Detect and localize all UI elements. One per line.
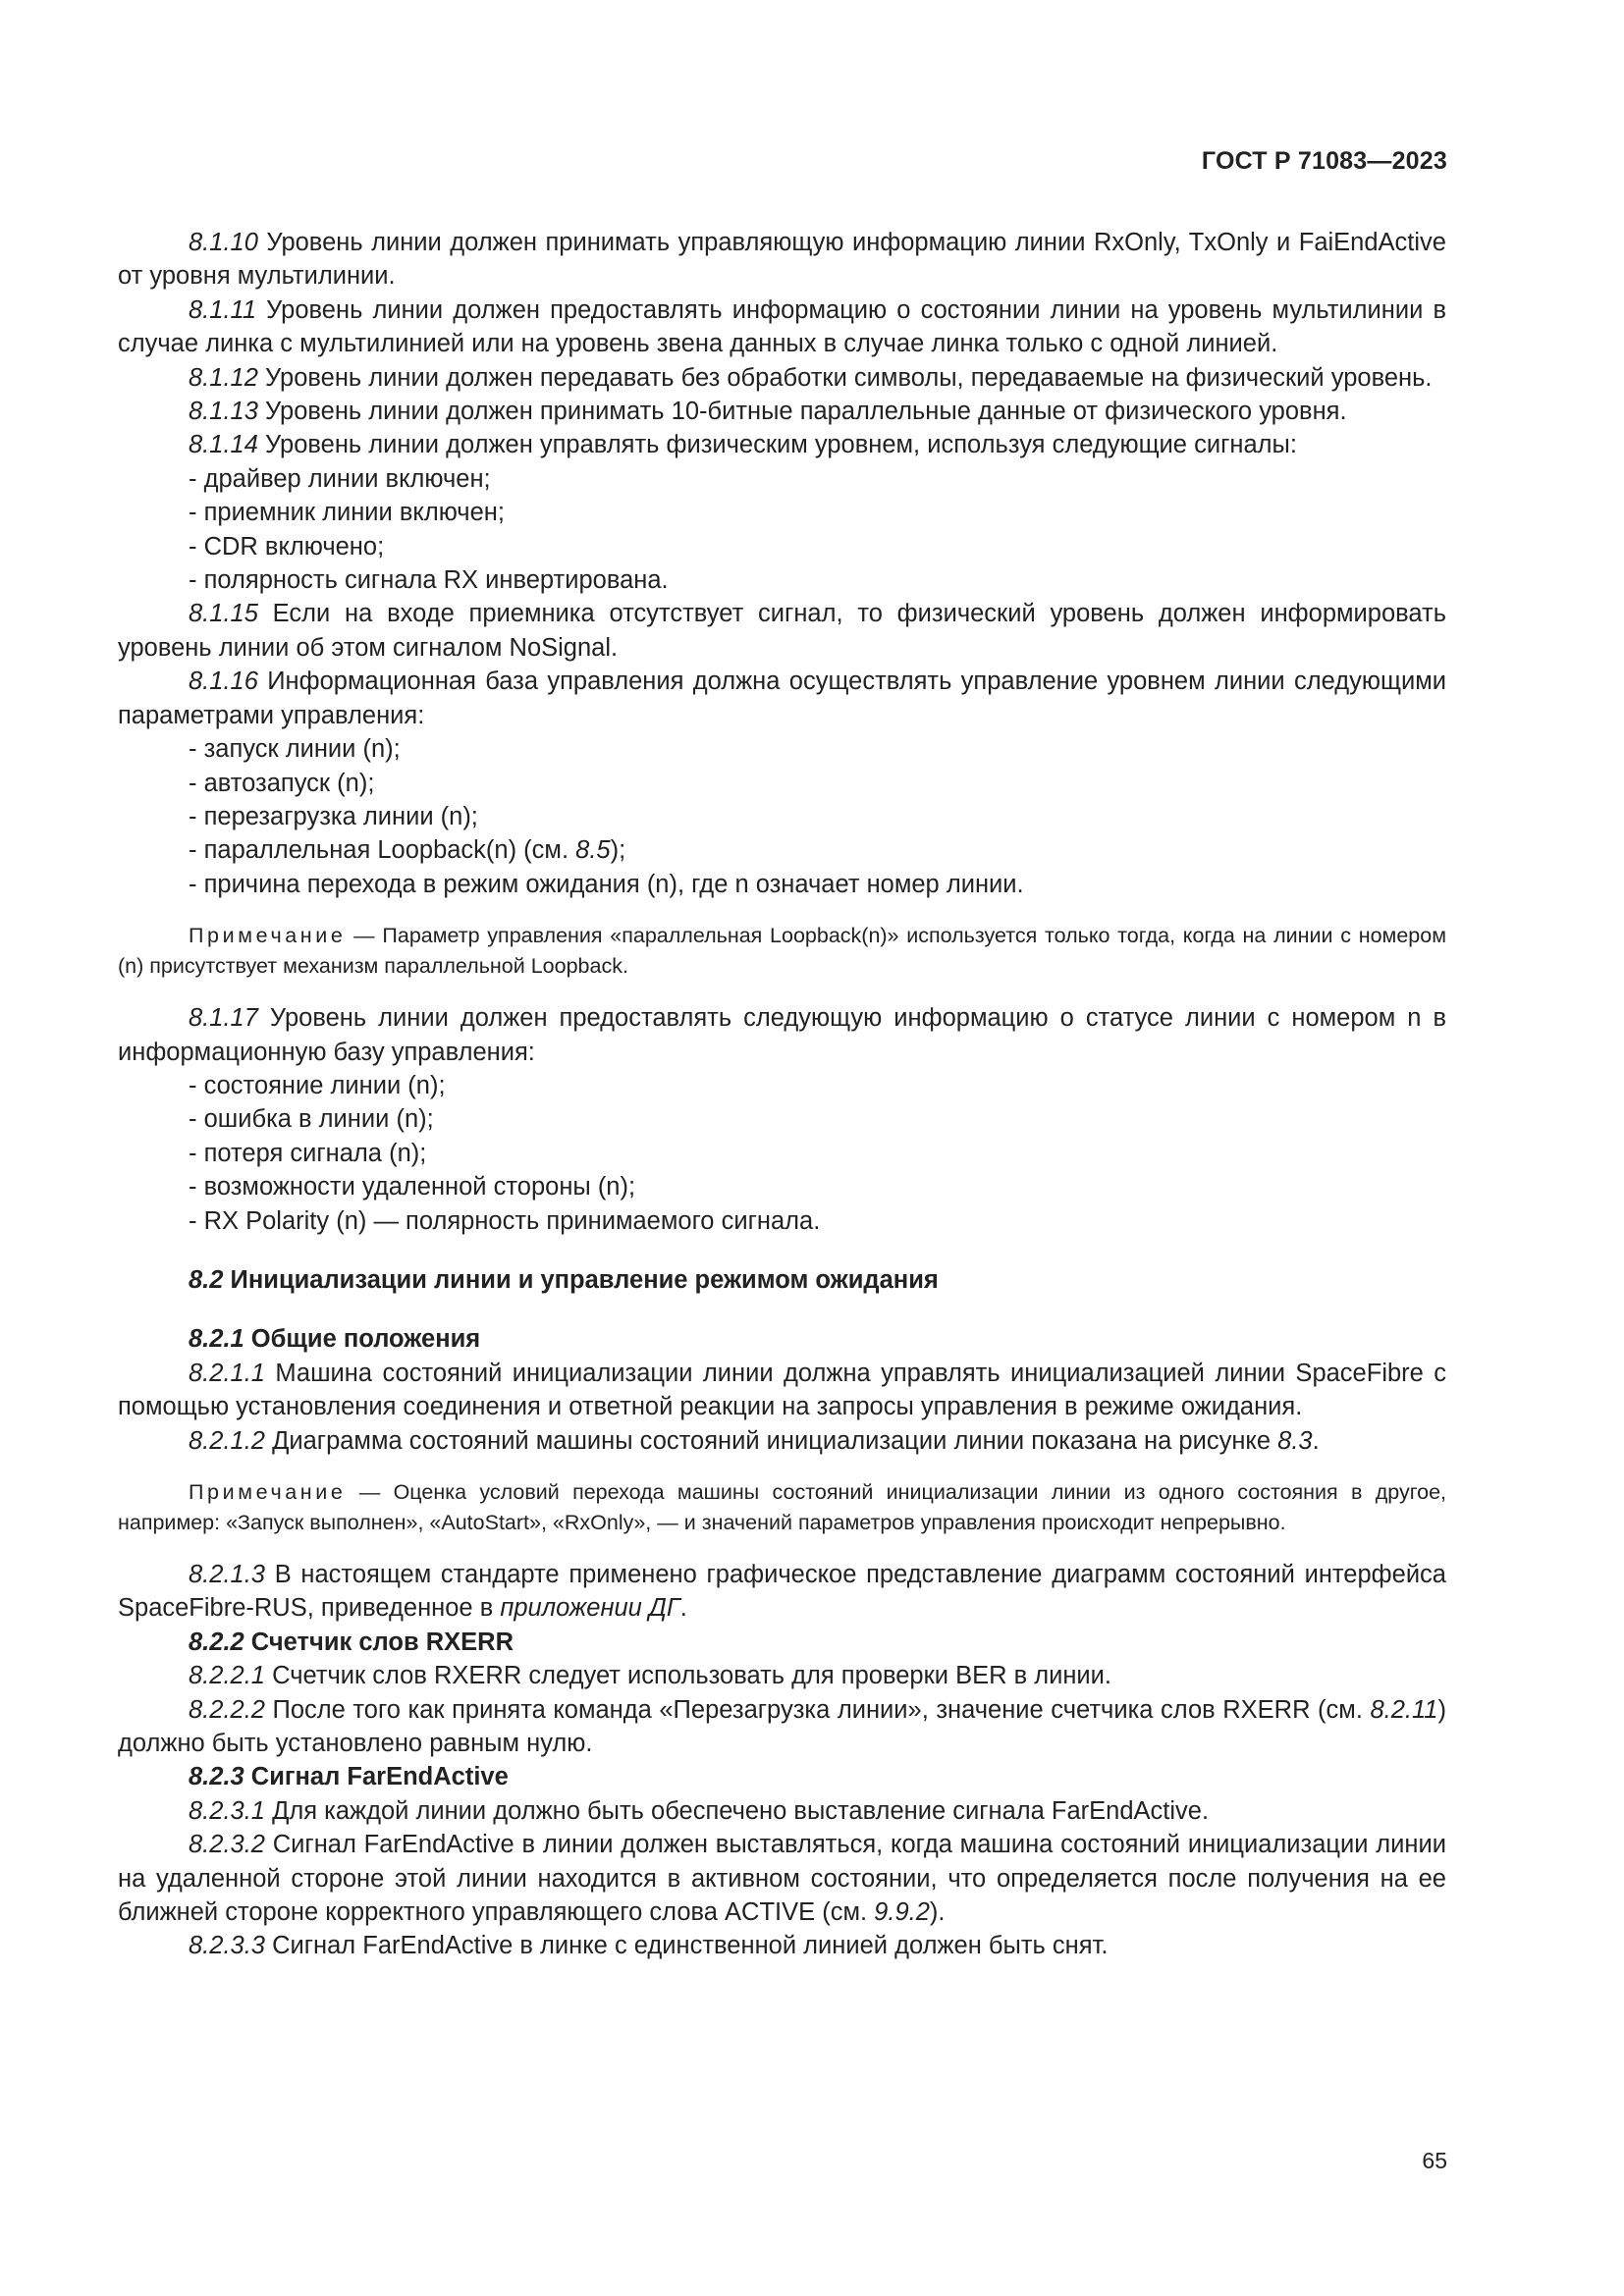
clause-number: 8.2.3.3	[189, 1932, 265, 1960]
clause-number: 8.2.1.1	[189, 1359, 265, 1387]
clause-number: 8.2.3.1	[189, 1796, 265, 1825]
clause-text: Уровень линии должен принимать управляющую информацию линии RxOnly, TxOnly и FaiEndActive от уровня мультилинии.	[118, 229, 1446, 291]
clause-text: Если на входе приемника отсутствует сигнал, то физический уровень должен информировать уровень линии об этом сигналом NoSignal.	[118, 600, 1446, 662]
document-body	[118, 226, 1446, 1963]
clause-text: ) должно быть установлено равным нулю.	[118, 1695, 1446, 1758]
clause-text: Уровень линии должен управлять физическим уровнем, используя следующие сигналы:	[257, 431, 1297, 459]
clause-number: 8.1.11	[189, 295, 257, 324]
paragraph-8-1-17	[118, 1001, 1446, 1069]
clause-text: Для каждой линии должно быть обеспечено выставление сигнала FarEndActive.	[264, 1796, 1210, 1825]
cross-reference: 8.3	[1277, 1426, 1313, 1455]
section-heading-8-2	[118, 1263, 1446, 1297]
clause-number: 8.1.17	[189, 1004, 258, 1033]
list-item	[118, 833, 1446, 867]
cross-reference: 8.2.11	[1370, 1695, 1438, 1724]
note-label: Примечание	[189, 924, 347, 948]
clause-text: Информационная база управления должна осуществлять управление уровнем линии следующими параметрами управления:	[118, 667, 1446, 729]
list-item: - причина перехода в режим ожидания (n), где n означает номер линии.	[189, 870, 1024, 898]
list-item: - RX Polarity (n) — полярность принимаемого сигнала.	[189, 1206, 821, 1235]
paragraph-8-2-1-1	[118, 1357, 1446, 1424]
paragraph-8-1-13	[118, 395, 1446, 428]
list-item: - автозапуск (n);	[189, 769, 375, 797]
clause-text: После того как принята команда «Перезагрузка линии», значение счетчика слов RXERR (см.	[264, 1695, 1371, 1724]
clause-text: Уровень линии должен передавать без обработки символы, передаваемые на физический уровень.	[257, 363, 1433, 392]
clause-text: Уровень линии должен принимать 10-битные параллельные данные от физического уровня.	[257, 398, 1347, 426]
list-item: - приемник линии включен;	[189, 499, 505, 527]
note-label: Примечание	[189, 1480, 347, 1504]
clause-number: 8.2.1.3	[189, 1561, 265, 1588]
note-2	[118, 1477, 1446, 1538]
section-number: 8.2.1	[189, 1325, 244, 1354]
clause-number: 8.2.2.1	[189, 1662, 265, 1690]
clause-text: Машина состояний инициализации линии должна управлять инициализацией линии SpaceFibre с помощью установления соединения и ответной реакции на запросы управления в режиме ожидания.	[118, 1359, 1446, 1421]
list-item: - полярность сигнала RX инвертирована.	[189, 566, 669, 595]
list-item: - драйвер линии включен;	[189, 464, 491, 493]
cross-reference: 9.9.2	[874, 1898, 930, 1927]
subsection-heading-8-2-3	[118, 1760, 1446, 1793]
paragraph-8-1-14	[118, 428, 1446, 461]
clause-number: 8.2.1.2	[189, 1426, 265, 1455]
section-number: 8.2.2	[189, 1628, 244, 1656]
list-item: - перезагрузка линии (n);	[189, 802, 478, 830]
list-item-text: - параллельная Loopback(n) (см.	[189, 836, 576, 865]
clause-text: Сигнал FarEndActive в линии должен выставляться, когда машина состояний инициализации линии на удаленной стороне этой линии находится в активном состоянии, что определяется после получения на ее ближней стороне корректного управляющего слова ACTIVE (см.	[118, 1831, 1446, 1927]
page-number: 65	[1422, 2148, 1447, 2173]
cross-reference: 8.5	[575, 836, 611, 865]
clause-number: 8.1.12	[189, 363, 258, 392]
section-number: 8.2.3	[189, 1763, 244, 1791]
clause-text: Счетчик слов RXERR следует использовать для проверки BER в линии.	[264, 1662, 1112, 1690]
section-title: Сигнал FarEndActive	[244, 1763, 509, 1791]
cross-reference: приложении ДГ	[500, 1594, 680, 1623]
list-item: - возможности удаленной стороны (n);	[189, 1173, 636, 1201]
clause-number: 8.1.13	[189, 398, 258, 426]
clause-text: Уровень линии должен предоставлять информацию о состоянии линии на уровень мультилинии в случае линка с мультилинией или на уровень звена данных в случае линка только с одной линией.	[118, 295, 1446, 358]
paragraph-8-2-3-2	[118, 1828, 1446, 1929]
subsection-heading-8-2-2	[118, 1626, 1446, 1659]
paragraph-8-1-10	[118, 226, 1446, 294]
clause-number: 8.1.15	[189, 600, 258, 628]
clause-number: 8.2.3.2	[189, 1831, 265, 1859]
section-title: Инициализации линии и управление режимом ожидания	[223, 1265, 939, 1294]
paragraph-8-2-3-1	[118, 1794, 1446, 1828]
clause-text: .	[1312, 1426, 1320, 1455]
list-item: - потеря сигнала (n);	[189, 1139, 427, 1167]
clause-text: Диаграмма состояний машины состояний инициализации линии показана на рисунке	[264, 1426, 1278, 1455]
note-text: — Оценка условий перехода машины состояний инициализации линии из одного состояния в другое, например: «Запуск выполнен», «AutoStart», «RxOnly», — и значений параметров управления происходит непрерывно.	[118, 1480, 1446, 1534]
paragraph-8-1-15	[118, 597, 1446, 665]
note-text: — Параметр управления «параллельная Loopback(n)» используется только тогда, когда на линии с номером (n) присутствует механизм параллельной Loopback.	[118, 924, 1446, 979]
clause-number: 8.1.10	[189, 229, 258, 256]
document-header: ГОСТ Р 71083—2023	[1201, 147, 1447, 175]
list-item: - CDR включено;	[189, 532, 385, 561]
clause-text: Уровень линии должен предоставлять следующую информацию о статусе линии с номером n в информационную базу управления:	[118, 1004, 1446, 1066]
paragraph-8-1-16	[118, 665, 1446, 732]
paragraph-8-2-1-2	[118, 1424, 1446, 1458]
list-item: - запуск линии (n);	[189, 735, 401, 764]
clause-number: 8.2.2.2	[189, 1695, 265, 1724]
paragraph-8-2-1-3	[118, 1558, 1446, 1626]
paragraph-8-2-3-3	[118, 1929, 1446, 1962]
list-item-text: );	[610, 836, 626, 865]
section-title: Счетчик слов RXERR	[244, 1628, 514, 1656]
paragraph-8-1-11	[118, 294, 1446, 361]
clause-number: 8.1.16	[189, 667, 258, 696]
section-number: 8.2	[189, 1265, 224, 1294]
clause-text: .	[679, 1594, 687, 1623]
paragraph-8-2-2-2	[118, 1693, 1446, 1761]
note-1	[118, 921, 1446, 982]
clause-text: ).	[929, 1898, 946, 1927]
list-item: - ошибка в линии (n);	[189, 1105, 434, 1134]
list-item: - состояние линии (n);	[189, 1071, 446, 1099]
clause-text: В настоящем стандарте применено графическое представление диаграмм состояний интерфейса SpaceFibre-RUS, приведенное в	[118, 1561, 1446, 1623]
subsection-heading-8-2-1	[118, 1322, 1446, 1356]
paragraph-8-2-2-1	[118, 1659, 1446, 1692]
section-title: Общие положения	[244, 1325, 481, 1354]
clause-text: Сигнал FarEndActive в линке с единственной линией должен быть снят.	[264, 1932, 1109, 1960]
clause-number: 8.1.14	[189, 431, 258, 459]
paragraph-8-1-12	[118, 361, 1446, 395]
